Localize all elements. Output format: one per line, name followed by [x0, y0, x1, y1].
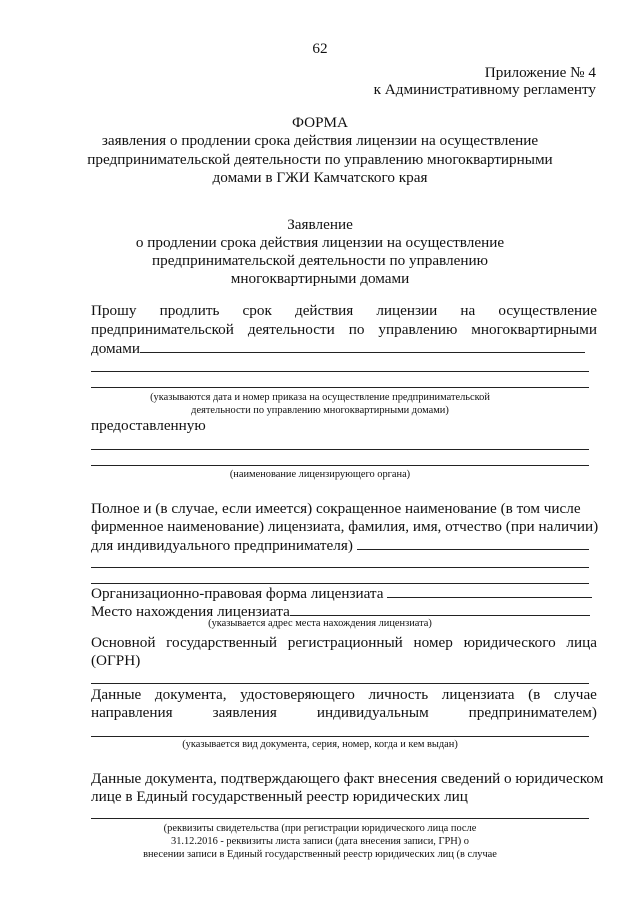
fill-line[interactable] — [140, 339, 585, 353]
legal-form-line — [91, 584, 592, 603]
statement-title-line-2: предпринимательской деятельности по управлению — [152, 252, 488, 269]
word: лица — [566, 634, 597, 651]
word: предпринимательской — [91, 321, 234, 338]
legal-form-label: Организационно-правовая форма лицензиата — [91, 585, 384, 602]
ogrn-line-1 — [91, 634, 597, 652]
egrul-hint-2: 31.12.2016 - реквизиты листа записи (дата внесения записи, ГРН) о — [171, 836, 469, 847]
word: заявления — [212, 704, 277, 721]
word: многоквартирными — [471, 321, 597, 338]
full-name-line-3 — [91, 536, 589, 555]
word: документа, — [154, 686, 227, 703]
form-title-line-1: заявления о продлении срока действия лицензии на осуществление — [101, 132, 539, 149]
statement-title-line-3: многоквартирными домами — [230, 270, 410, 287]
word: индивидуальным — [316, 704, 429, 721]
word: на — [460, 302, 476, 319]
word: Данные — [91, 686, 142, 703]
fill-line[interactable] — [91, 683, 589, 684]
fill-line[interactable] — [91, 736, 589, 737]
request-line-3 — [91, 339, 585, 358]
word: регистрационный — [287, 634, 403, 651]
word: Основной — [91, 634, 156, 651]
egrul-line-2: лице в Единый государственный реестр юридических лиц — [91, 788, 468, 805]
word: (в — [528, 686, 541, 703]
fill-line[interactable] — [91, 371, 589, 372]
fill-line[interactable] — [91, 818, 589, 819]
egrul-hint-3: внесении записи в Единый государственный реестр юридических лиц (в случае — [143, 849, 497, 860]
word: удостоверяющего — [240, 686, 355, 703]
word: продлить — [159, 302, 220, 319]
full-name-line-2: фирменное наименование) лицензиата, фамилия, имя, отчество (при наличии) — [91, 518, 599, 535]
statement-heading: Заявление — [287, 216, 353, 233]
word: государственный — [166, 634, 278, 651]
word: лицензии — [376, 302, 438, 319]
word: случае — [553, 686, 597, 703]
form-title-line-2: предпринимательской деятельности по управлению многоквартирными — [87, 151, 553, 168]
appendix-line-1: Приложение № 4 — [484, 64, 596, 81]
word: действия — [294, 302, 354, 319]
ogrn-line-2: (ОГРН) — [91, 652, 141, 669]
egrul-hint-1: (реквизиты свидетельства (при регистрации юридического лица после — [163, 823, 477, 834]
request-hint-2: деятельности по управлению многоквартирными домами) — [191, 405, 449, 416]
word: по — [348, 321, 365, 338]
fill-line[interactable] — [387, 584, 592, 598]
request-line-1 — [91, 302, 597, 320]
request-line-2 — [91, 321, 597, 339]
word: деятельности — [247, 321, 335, 338]
identity-line-1 — [91, 686, 597, 704]
word: срок — [242, 302, 272, 319]
fill-line[interactable] — [91, 567, 589, 568]
identity-hint: (указывается вид документа, серия, номер, когда и кем выдан) — [182, 739, 458, 750]
word: осуществление — [498, 302, 597, 319]
fill-line[interactable] — [290, 602, 590, 616]
word: предпринимателем) — [468, 704, 597, 721]
location-label: Место нахождения лицензиата — [91, 603, 290, 620]
word: Прошу — [91, 302, 137, 319]
word: юридического — [463, 634, 556, 651]
full-name-line-3-text: для индивидуального предпринимателя) — [91, 537, 353, 554]
statement-title-line-1: о продлении срока действия лицензии на осуществление — [135, 234, 505, 251]
word: лицензиата — [441, 686, 515, 703]
fill-line[interactable] — [91, 449, 589, 450]
word: направления — [91, 704, 173, 721]
identity-line-2 — [91, 704, 597, 722]
granted-hint: (наименование лицензирующего органа) — [229, 469, 411, 480]
form-title-line-3: домами в ГЖИ Камчатского края — [212, 169, 428, 186]
request-line-3-prefix: домами — [91, 340, 141, 357]
word: управлению — [378, 321, 458, 338]
location-hint: (указывается адрес места нахождения лицензиата) — [208, 618, 432, 629]
granted-label: предоставленную — [91, 417, 206, 434]
egrul-line-1: Данные документа, подтверждающего факт внесения сведений о юридическом — [91, 770, 604, 787]
page-number: 62 — [312, 40, 328, 57]
request-hint-1: (указываются дата и номер приказа на осуществление предпринимательской — [150, 392, 490, 403]
word: номер — [413, 634, 453, 651]
full-name-line-1: Полное и (в случае, если имеется) сокращенное наименование (в том числе — [91, 500, 581, 517]
fill-line[interactable] — [91, 465, 589, 466]
fill-line[interactable] — [91, 387, 589, 388]
appendix-line-2: к Административному регламенту — [373, 81, 596, 98]
fill-line[interactable] — [357, 536, 589, 550]
form-heading: ФОРМА — [291, 114, 349, 131]
word: личность — [368, 686, 429, 703]
